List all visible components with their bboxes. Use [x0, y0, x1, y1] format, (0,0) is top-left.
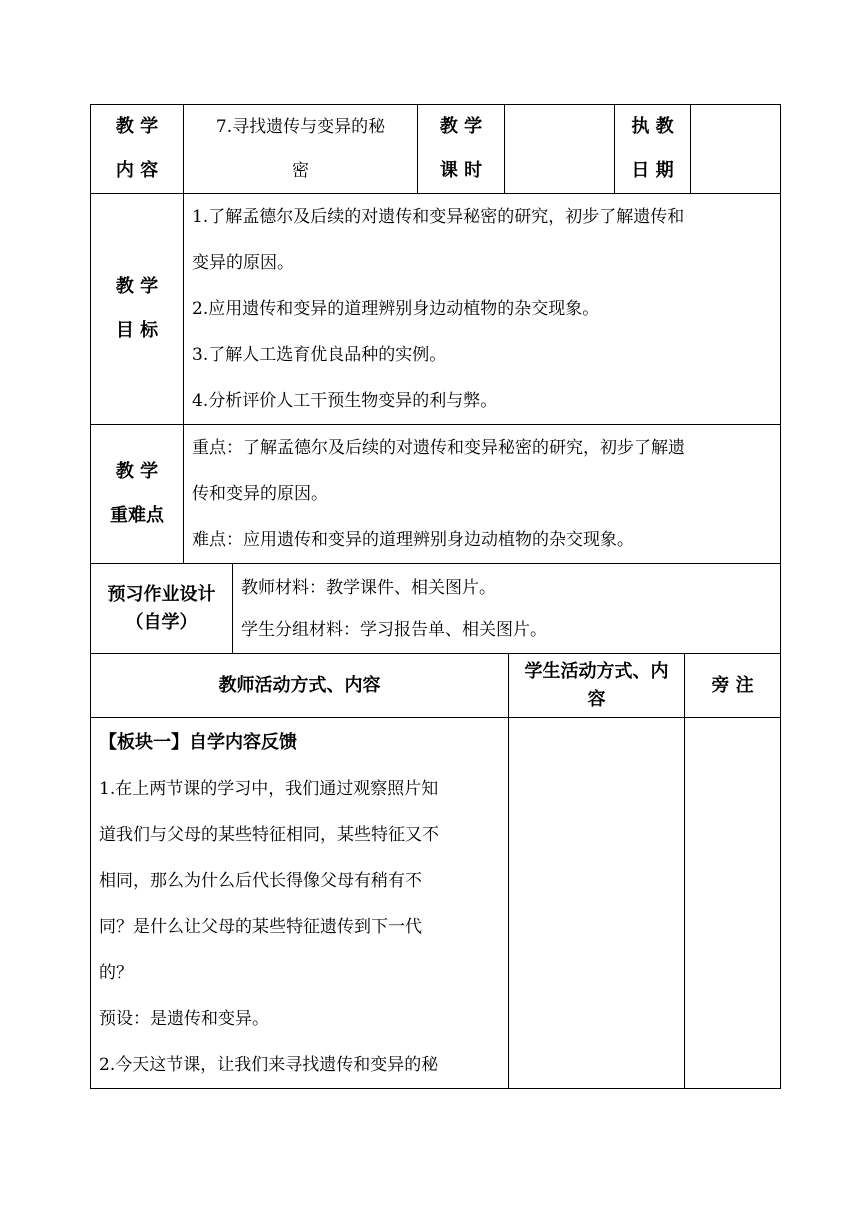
preview-label-line-2: （自学） — [125, 611, 198, 633]
date-label-line-2: 日 期 — [631, 160, 674, 181]
keypoints-content-cell — [184, 425, 781, 564]
student-header-line-2: 容 — [587, 688, 606, 710]
keypoint-line: 难点：应用遗传和变异的道理辨别身边动植物的杂交现象。 — [192, 530, 634, 550]
objectives-label-line-1: 教 学 — [115, 276, 159, 297]
preview-line: 学生分组材料：学习报告单、相关图片。 — [241, 619, 547, 640]
objectives-label-line-2: 目 标 — [115, 320, 159, 341]
notes-cell[interactable] — [685, 718, 781, 1089]
objective-line: 3.了解人工选育优良品种的实例。 — [192, 345, 447, 365]
date-label-line-1: 执 教 — [631, 116, 674, 137]
lesson-plan-sheet — [90, 104, 780, 1089]
notes-header: 旁 注 — [685, 654, 781, 718]
date-label-cell — [615, 105, 691, 194]
student-activity-header — [509, 654, 685, 718]
activity-line: 道我们与父母的某些特征相同，某些特征又不 — [99, 825, 439, 845]
objectives-label-cell — [91, 194, 184, 425]
activity-table — [90, 653, 781, 1089]
hours-label-line-1: 教 学 — [439, 116, 483, 137]
hours-label-cell — [418, 105, 505, 194]
content-label-line-1: 教 学 — [115, 116, 159, 137]
preview-table — [90, 563, 781, 654]
student-activity-cell[interactable] — [509, 718, 685, 1089]
objectives-content-cell — [184, 194, 781, 425]
objectives-table — [90, 193, 781, 564]
hours-label-line-2: 课 时 — [439, 160, 483, 181]
objective-line: 变异的原因。 — [192, 253, 294, 273]
objective-line: 1.了解孟德尔及后续的对遗传和变异秘密的研究，初步了解遗传和 — [192, 207, 685, 227]
lesson-title-line-1: 7.寻找遗传与变异的秘 — [215, 117, 386, 137]
activity-line: 1.在上两节课的学习中，我们通过观察照片知 — [99, 779, 439, 799]
preview-content-cell — [233, 564, 781, 654]
content-label-line-2: 内 容 — [115, 160, 159, 181]
content-label-cell — [91, 105, 184, 194]
activity-line: 相同，那么为什么后代长得像父母有稍有不 — [99, 871, 422, 891]
activity-line: 预设：是遗传和变异。 — [99, 1009, 269, 1029]
keypoints-label-line-1: 教 学 — [115, 461, 159, 482]
keypoint-line: 传和变异的原因。 — [192, 484, 328, 504]
section-title: 【板块一】自学内容反馈 — [99, 732, 297, 753]
lesson-header-table — [90, 104, 781, 194]
activity-line: 同？是什么让父母的某些特征遗传到下一代 — [99, 917, 422, 937]
objective-line: 4.分析评价人工干预生物变异的利与弊。 — [192, 391, 498, 411]
preview-label-cell — [91, 564, 233, 654]
student-header-line-1: 学生活动方式、内 — [524, 660, 669, 682]
hours-value-cell[interactable] — [505, 105, 615, 194]
preview-line: 教师材料：教学课件、相关图片。 — [241, 577, 496, 598]
keypoints-label-line-2: 重难点 — [110, 505, 164, 526]
keypoint-line: 重点：了解孟德尔及后续的对遗传和变异秘密的研究，初步了解遗 — [192, 438, 685, 458]
date-value-cell[interactable] — [691, 105, 781, 194]
preview-label-line-1: 预习作业设计 — [107, 583, 216, 605]
lesson-title-cell — [184, 105, 418, 194]
objective-line: 2.应用遗传和变异的道理辨别身边动植物的杂交现象。 — [192, 299, 600, 319]
teacher-activity-cell — [91, 718, 509, 1089]
lesson-title-line-2: 密 — [292, 161, 309, 181]
activity-line: 2.今天这节课，让我们来寻找遗传和变异的秘 — [99, 1055, 439, 1075]
activity-line: 的？ — [99, 963, 133, 983]
keypoints-label-cell — [91, 425, 184, 564]
teacher-activity-header: 教师活动方式、内容 — [91, 654, 509, 718]
